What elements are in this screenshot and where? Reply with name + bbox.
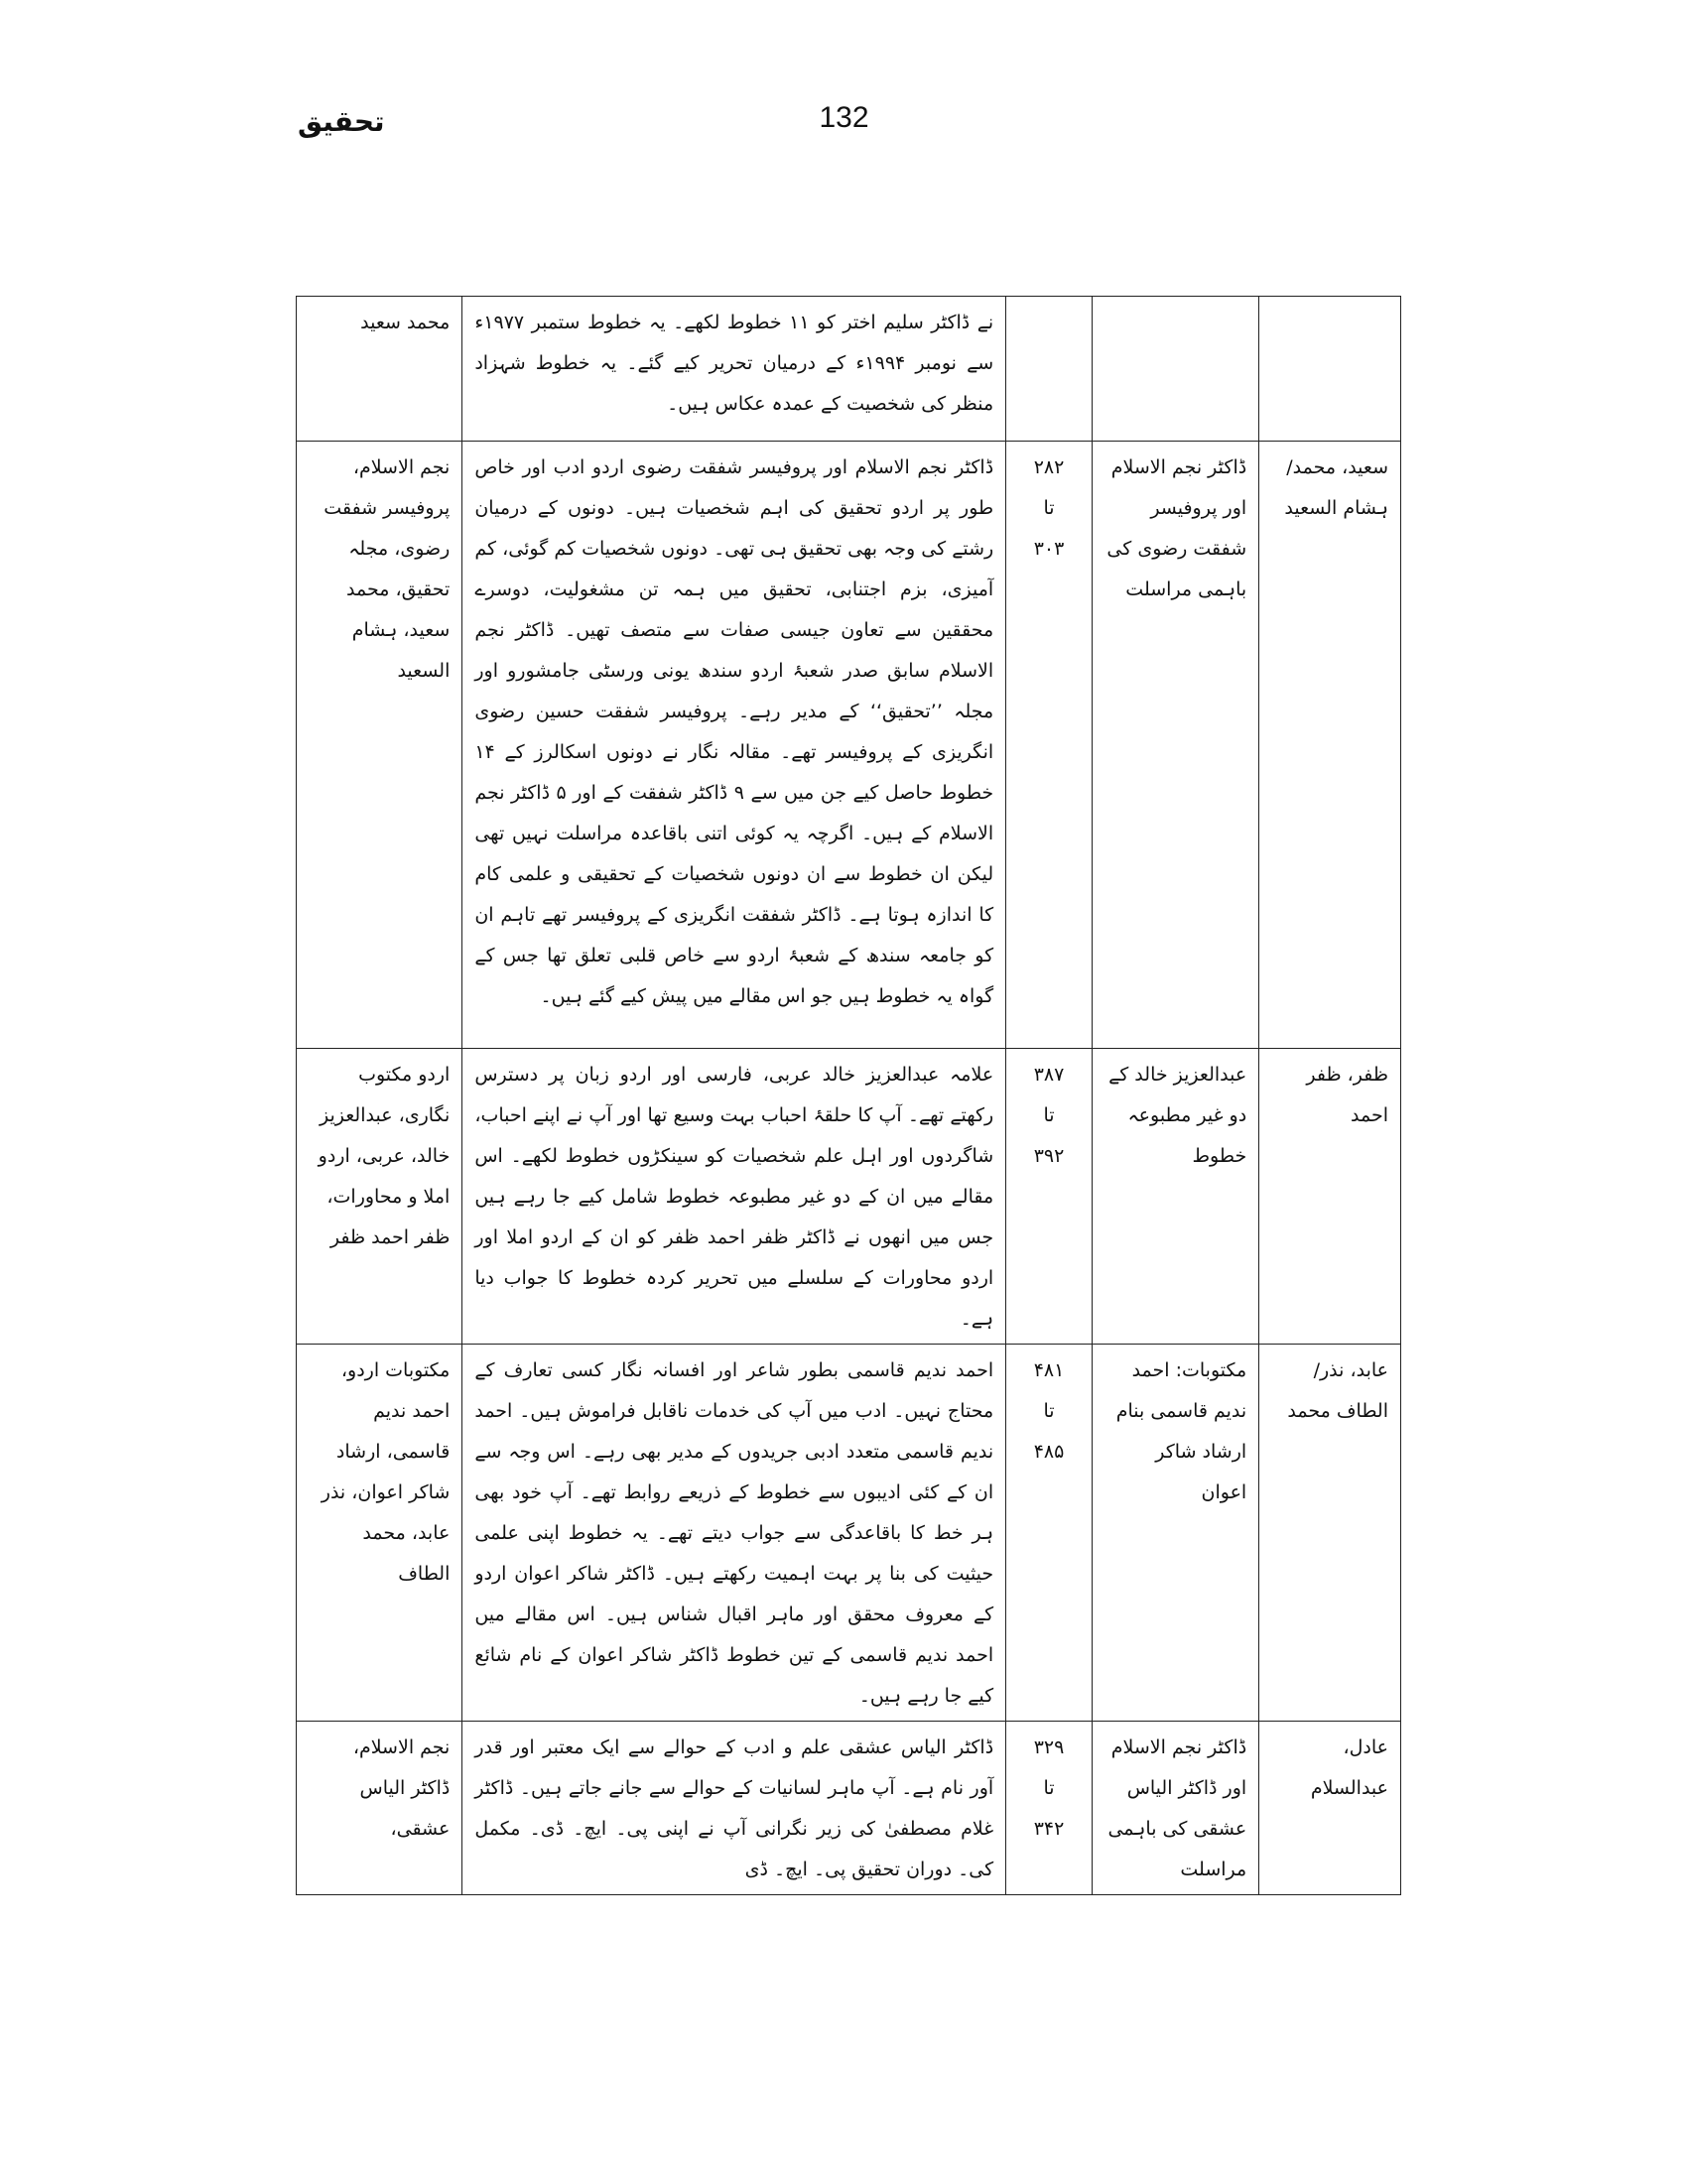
title-cell: ڈاکٹر نجم الاسلام اور ڈاکٹر الیاس عشقی کی باہمی مراسلت	[1092, 1722, 1258, 1895]
abstract-cell: نے ڈاکٹر سلیم اختر کو ۱۱ خطوط لکھے۔ یہ خطوط ستمبر ۱۹۷۷ء سے نومبر ۱۹۹۴ء کے درمیان تحریر کیے گئے۔ یہ خطوط شہزاد منظر کی شخصیت کے عمدہ عکاس ہیں۔	[462, 297, 1006, 442]
pages-cell	[1006, 1722, 1093, 1895]
page-start: ۴۸۱	[1033, 1359, 1065, 1381]
page-start: ۲۸۲	[1033, 456, 1065, 478]
page-number: 132	[819, 101, 869, 134]
pages-cell	[1006, 442, 1093, 1049]
table-row	[297, 1722, 1401, 1895]
table-row	[297, 442, 1401, 1049]
title-cell: مکتوبات: احمد ندیم قاسمی بنام ارشاد شاکر اعوان	[1092, 1345, 1258, 1722]
table-row	[297, 1049, 1401, 1345]
abstract-cell: ڈاکٹر نجم الاسلام اور پروفیسر شفقت رضوی اردو ادب اور خاص طور پر اردو تحقیق کی اہم شخصیات ہیں۔ دونوں کے درمیان رشتے کی وجہ بھی تحقیق ہی تھی۔ دونوں شخصیات کم گوئی، کم آمیزی، بزم اجتنابی، تحقیق میں ہمہ تن مشغولیت، دوسرے محققین سے تعاون جیسی صفات سے متصف تھیں۔ ڈاکٹر نجم الاسلام سابق صدر شعبۂ اردو سندھ یونی ورسٹی جامشورو اور مجلہ ’’تحقیق‘‘ کے مدیر رہے۔ پروفیسر شفقت حسین رضوی انگریزی کے پروفیسر تھے۔ مقالہ نگار نے دونوں اسکالرز کے ۱۴ خطوط حاصل کیے جن میں سے ۹ ڈاکٹر شفقت کے اور ۵ ڈاکٹر نجم الاسلام کے ہیں۔ اگرچہ یہ کوئی اتنی باقاعدہ مراسلت نہیں تھی لیکن ان خطوط سے ان دونوں شخصیات کے تحقیقی و علمی کام کا اندازہ ہوتا ہے۔ ڈاکٹر شفقت انگریزی کے پروفیسر تھے تاہم ان کو جامعہ سندھ کے شعبۂ اردو سے خاص قلبی تعلق تھا جس کے گواہ یہ خطوط ہیں جو اس مقالے میں پیش کیے گئے ہیں۔	[462, 442, 1006, 1049]
page-end: ۳۰۳	[1033, 538, 1065, 560]
title-cell: عبدالعزیز خالد کے دو غیر مطبوعہ خطوط	[1092, 1049, 1258, 1345]
page-end: ۳۹۲	[1033, 1145, 1065, 1167]
keywords-cell: مکتوبات اردو، احمد ندیم قاسمی، ارشاد شاکر اعوان، نذر عابد، محمد الطاف	[297, 1345, 462, 1722]
running-head: تحقیق	[298, 105, 385, 138]
page-sep: تا	[1043, 1777, 1055, 1799]
page-sep: تا	[1043, 497, 1055, 519]
author-cell: سعید، محمد/ ہشام السعید	[1259, 442, 1401, 1049]
pages-cell	[1006, 1049, 1093, 1345]
keywords-cell: نجم الاسلام، ڈاکٹر الیاس عشقی،	[297, 1722, 462, 1895]
abstract-cell: ڈاکٹر الیاس عشقی علم و ادب کے حوالے سے ایک معتبر اور قدر آور نام ہے۔ آپ ماہر لسانیات کے حوالے سے جانے جاتے ہیں۔ ڈاکٹر غلام مصطفیٰ کی زیر نگرانی آپ نے اپنی پی۔ ایچ۔ ڈی۔ مکمل کی۔ دوران تحقیق پی۔ ایچ۔ ڈی	[462, 1722, 1006, 1895]
keywords-cell: اردو مکتوب نگاری، عبدالعزیز خالد، عربی، اردو املا و محاورات، ظفر احمد ظفر	[297, 1049, 462, 1345]
table-row	[297, 1345, 1401, 1722]
page-start: ۳۲۹	[1033, 1736, 1065, 1758]
pages-cell	[1006, 1345, 1093, 1722]
abstract-cell: احمد ندیم قاسمی بطور شاعر اور افسانہ نگار کسی تعارف کے محتاج نہیں۔ ادب میں آپ کی خدمات ناقابل فراموش ہیں۔ احمد ندیم قاسمی متعدد ادبی جریدوں کے مدیر بھی رہے۔ اس وجہ سے ان کے کئی ادیبوں سے خطوط کے ذریعے روابط تھے۔ آپ خود بھی ہر خط کا باقاعدگی سے جواب دیتے تھے۔ یہ خطوط اپنی علمی حیثیت کی بنا پر بہت اہمیت رکھتے ہیں۔ ڈاکٹر شاکر اعوان اردو کے معروف محقق اور ماہر اقبال شناس ہیں۔ اس مقالے میں احمد ندیم قاسمی کے تین خطوط ڈاکٹر شاکر اعوان کے نام شائع کیے جا رہے ہیں۔	[462, 1345, 1006, 1722]
table-row	[297, 297, 1401, 442]
author-cell	[1259, 297, 1401, 442]
page-start: ۳۸۷	[1033, 1064, 1065, 1086]
abstract-cell: علامہ عبدالعزیز خالد عربی، فارسی اور اردو زبان پر دسترس رکھتے تھے۔ آپ کا حلقۂ احباب بہت وسیع تھا اور آپ نے اپنے احباب، شاگردوں اور اہل علم شخصیات کو سینکڑوں خطوط لکھے۔ اس مقالے میں ان کے دو غیر مطبوعہ خطوط شامل کیے جا رہے ہیں جس میں انھوں نے ڈاکٹر ظفر احمد ظفر کو ان کے اردو املا اور اردو محاورات کے سلسلے میں تحریر کردہ خطوط کا جواب دیا ہے۔	[462, 1049, 1006, 1345]
pages-cell	[1006, 297, 1093, 442]
author-cell: عابد، نذر/ الطاف محمد	[1259, 1345, 1401, 1722]
index-table	[296, 296, 1401, 1895]
keywords-cell: نجم الاسلام، پروفیسر شفقت رضوی، مجلہ تحقیق، محمد سعید، ہشام السعید	[297, 442, 462, 1049]
page-sep: تا	[1043, 1104, 1055, 1126]
title-cell	[1092, 297, 1258, 442]
author-cell: عادل، عبدالسلام	[1259, 1722, 1401, 1895]
page-end: ۴۸۵	[1033, 1441, 1065, 1463]
page-sep: تا	[1043, 1400, 1055, 1422]
keywords-cell: محمد سعید	[297, 297, 462, 442]
title-cell: ڈاکٹر نجم الاسلام اور پروفیسر شفقت رضوی کی باہمی مراسلت	[1092, 442, 1258, 1049]
author-cell: ظفر، ظفر احمد	[1259, 1049, 1401, 1345]
page-end: ۳۴۲	[1033, 1818, 1065, 1840]
